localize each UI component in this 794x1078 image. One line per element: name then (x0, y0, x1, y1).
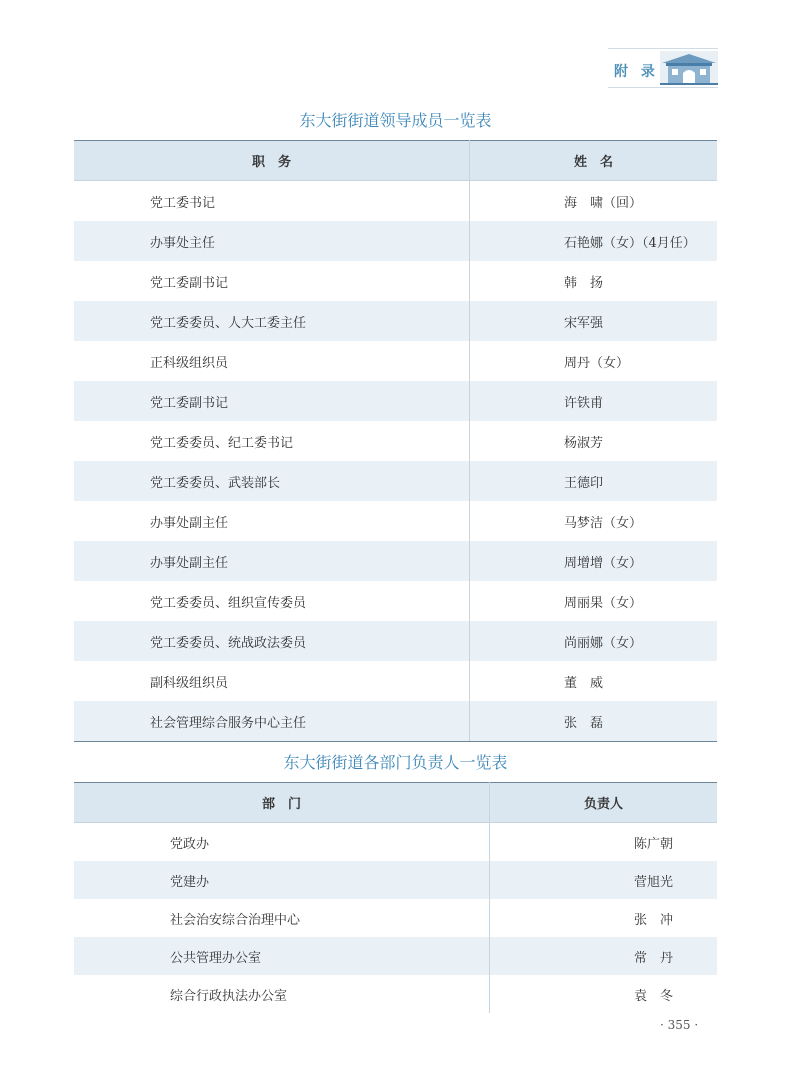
department-cell: 社会治安综合治理中心 (74, 899, 490, 937)
name-cell: 周增增（女） (470, 541, 718, 581)
table-row (74, 621, 717, 661)
table1-title: 东大街街道领导成员一览表 (299, 111, 492, 130)
name-cell: 石艳娜（女）（4月任） (470, 221, 718, 261)
page-number: · 355 · (660, 1018, 699, 1032)
table-row (74, 541, 717, 581)
position-cell: 正科级组织员 (74, 341, 470, 381)
position-cell: 社会管理综合服务中心主任 (74, 701, 470, 742)
table-row (74, 661, 717, 701)
name-cell: 尚丽娜（女） (470, 621, 718, 661)
table2-title: 东大街街道各部门负责人一览表 (283, 753, 508, 772)
name-cell: 马梦洁（女） (564, 515, 643, 531)
position-cell: 党工委委员、组织宣传委员 (74, 581, 470, 621)
department-cell: 党政办 (74, 823, 490, 862)
table-row (74, 261, 717, 301)
name-cell: 周丽果（女） (564, 595, 643, 611)
position-cell: 党工委副书记 (74, 381, 470, 421)
name-cell: 许铁甫 (470, 381, 718, 421)
name-cell: 海 啸（回） (564, 195, 643, 211)
position-cell: 党工委副书记 (74, 261, 470, 301)
table-row (74, 937, 717, 975)
table-row (74, 581, 717, 621)
position-cell: 党工委委员、纪工委书记 (74, 421, 470, 461)
department-cell: 公共管理办公室 (74, 937, 490, 975)
position-cell: 党工委书记 (74, 181, 470, 222)
head-cell: 袁 冬 (490, 975, 718, 1013)
table-row (74, 381, 717, 421)
name-cell: 周丹（女） (564, 355, 630, 371)
table-row (74, 341, 717, 381)
table-row (74, 421, 717, 461)
table-row (74, 861, 717, 899)
department-cell: 党建办 (74, 861, 490, 899)
table-row (74, 701, 717, 742)
table-row (74, 823, 717, 862)
city-gate-icon (660, 51, 718, 85)
name-cell: 王德印 (470, 461, 718, 501)
table-row (74, 461, 717, 501)
head-cell: 常 丹 (490, 937, 718, 975)
table-row (74, 501, 717, 541)
position-cell: 办事处副主任 (74, 501, 470, 541)
name-cell: 董 威 (564, 675, 604, 691)
table-row (74, 181, 717, 222)
name-cell: 杨淑芳 (564, 435, 604, 451)
position-cell: 党工委委员、统战政法委员 (74, 621, 470, 661)
table-row (74, 899, 717, 937)
section-label: 附 录 (614, 64, 659, 80)
position-cell: 党工委委员、武装部长 (74, 461, 470, 501)
table-row (74, 301, 717, 341)
column-header-department: 部 门 (74, 783, 490, 823)
head-cell: 陈广朝 (634, 836, 674, 852)
running-header (608, 48, 718, 88)
position-cell: 副科级组织员 (74, 661, 470, 701)
table-header-row (74, 783, 717, 823)
department-table (74, 782, 717, 1013)
name-cell: 宋军强 (470, 301, 718, 341)
name-cell: 韩 扬 (564, 275, 604, 291)
column-header-name: 姓 名 (470, 141, 718, 181)
position-cell: 办事处主任 (74, 221, 470, 261)
column-header-head: 负责人 (490, 783, 718, 823)
head-cell: 张 冲 (634, 912, 674, 928)
column-header-position: 职 务 (74, 141, 470, 181)
table-header-row (74, 141, 717, 181)
head-cell: 菅旭光 (490, 861, 718, 899)
name-cell: 张 磊 (470, 701, 718, 742)
table-row (74, 221, 717, 261)
leadership-table (74, 140, 717, 742)
department-cell: 综合行政执法办公室 (74, 975, 490, 1013)
position-cell: 党工委委员、人大工委主任 (74, 301, 470, 341)
position-cell: 办事处副主任 (74, 541, 470, 581)
table-row (74, 975, 717, 1013)
